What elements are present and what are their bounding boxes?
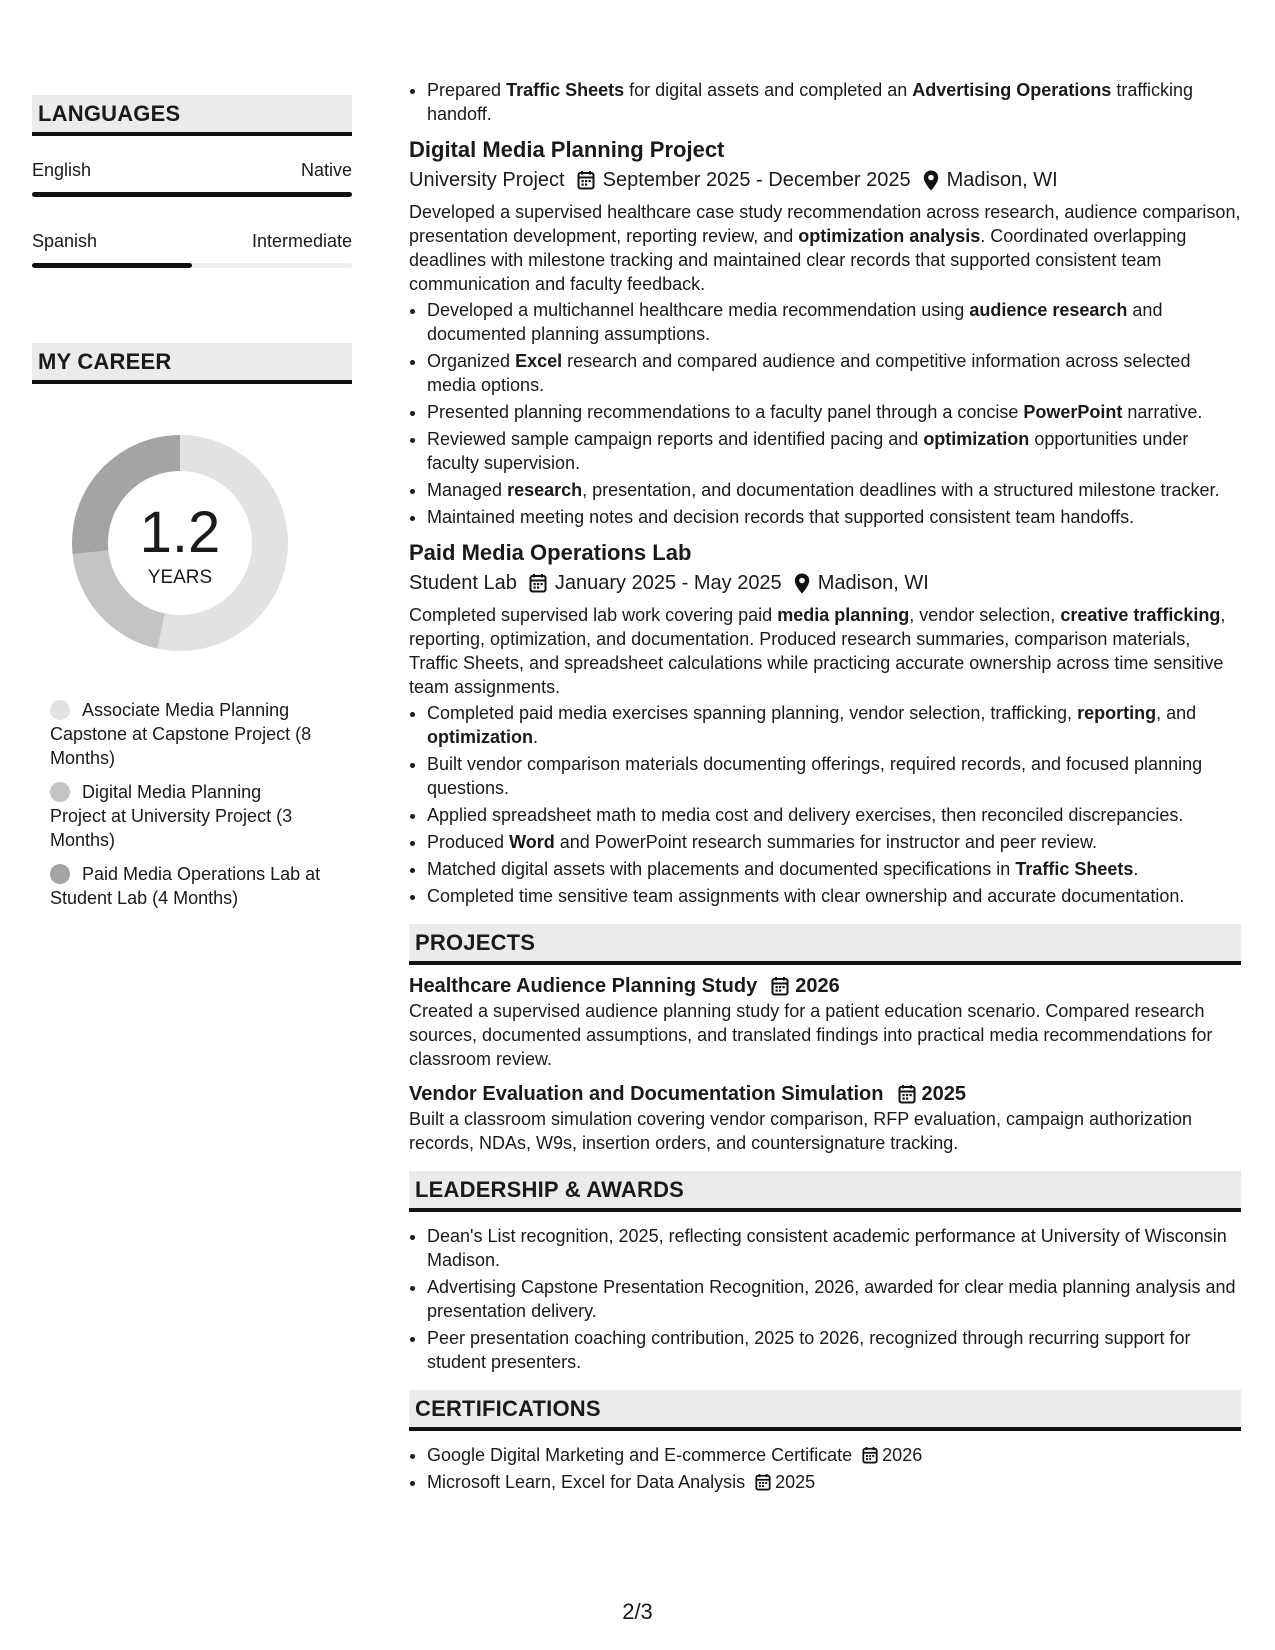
language-level: Native bbox=[300, 160, 352, 180]
experience-org: University Project bbox=[409, 169, 565, 191]
certifications-header: CERTIFICATIONS bbox=[409, 1390, 1241, 1431]
career-total: 1.2 bbox=[139, 500, 221, 565]
project-description: Built a classroom simulation covering vendor comparison, RFP evaluation, campaign authorization records, NDAs, W9s, insertion orders, and countersignature tracking. bbox=[409, 1109, 1193, 1153]
project-title-row bbox=[409, 973, 1241, 999]
legend-label: Associate Media Planning Capstone at Capstone Project (8 Months) bbox=[50, 700, 312, 768]
cert-item bbox=[427, 1470, 1241, 1494]
bullet-item: • Managed research, presentation, and documentation deadlines with a structured milestone tracker. bbox=[427, 478, 1241, 502]
experience-description: Completed supervised lab work covering paid media planning, vendor selection, creative trafficking, reporting, optimization, and documentation. Produced research summaries, comparison materials, Traffic Sheets, and spreadsheet calculations while practicing accurate ownership across time sensitive team assignments. bbox=[409, 605, 1226, 697]
location-pin-icon bbox=[923, 170, 939, 191]
bullet-item: • Matched digital assets with placements and documented specifications in Traffic Sheets. bbox=[427, 857, 1241, 881]
experience-location: Madison, WI bbox=[817, 572, 929, 594]
experience-org: Student Lab bbox=[409, 572, 517, 594]
career-legend-item bbox=[50, 862, 322, 910]
legend-label: Digital Media Planning Project at University Project (3 Months) bbox=[50, 782, 293, 850]
language-bar bbox=[32, 192, 352, 197]
cert-year: 2025 bbox=[775, 1472, 816, 1492]
certifications-list bbox=[409, 1443, 1241, 1494]
experience-bullets bbox=[409, 298, 1241, 529]
main-column bbox=[409, 78, 1241, 1497]
calendar-icon bbox=[898, 1084, 916, 1104]
project-title: Healthcare Audience Planning Study bbox=[409, 975, 758, 997]
experience-meta bbox=[409, 570, 1241, 596]
award-item: • Advertising Capstone Presentation Recognition, 2026, awarded for clear media planning analysis and presentation delivery. bbox=[427, 1275, 1241, 1323]
experience-dates: January 2025 - May 2025 bbox=[554, 572, 782, 594]
project-item bbox=[409, 1081, 1241, 1155]
calendar-icon bbox=[755, 1473, 771, 1491]
career-donut bbox=[65, 428, 295, 658]
bullet-item: • Organized Excel research and compared audience and competitive information across selected media options. bbox=[427, 349, 1241, 397]
language-english bbox=[32, 158, 352, 197]
career-unit: YEARS bbox=[147, 567, 213, 588]
language-bar-fill bbox=[32, 192, 352, 197]
cert-name: • Google Digital Marketing and E-commerce Certificate bbox=[427, 1445, 853, 1465]
experience-item bbox=[409, 136, 1241, 529]
location-pin-icon bbox=[794, 573, 810, 594]
career-legend bbox=[50, 698, 322, 910]
award-item: • Dean's List recognition, 2025, reflecting consistent academic performance at University of Wisconsin Madison. bbox=[427, 1224, 1241, 1272]
experience-location: Madison, WI bbox=[946, 169, 1058, 191]
bullet-item: • Completed time sensitive team assignments with clear ownership and accurate documentation. bbox=[427, 884, 1241, 908]
experience-item bbox=[409, 539, 1241, 908]
experience-description: Developed a supervised healthcare case study recommendation across research, audience comparison, presentation development, reporting review, and optimization analysis. Coordinated overlapping deadlines with milestone tracking and maintained clear records that supported consistent team communication and faculty feedback. bbox=[409, 202, 1241, 294]
award-item: • Peer presentation coaching contribution, 2025 to 2026, recognized through recurring support for student presenters. bbox=[427, 1326, 1241, 1374]
cert-item bbox=[427, 1443, 1241, 1467]
project-title: Vendor Evaluation and Documentation Simulation bbox=[409, 1083, 884, 1105]
experience-meta bbox=[409, 167, 1241, 193]
projects-header: PROJECTS bbox=[409, 924, 1241, 965]
legend-dot-icon bbox=[50, 864, 70, 884]
legend-label: Paid Media Operations Lab at Student Lab (4 Months) bbox=[50, 864, 321, 908]
calendar-icon bbox=[771, 976, 789, 996]
page-number: 2/3 bbox=[622, 1599, 653, 1624]
sidebar bbox=[32, 95, 352, 920]
career-legend-item bbox=[50, 780, 322, 852]
language-level: Intermediate bbox=[251, 231, 352, 251]
language-bar bbox=[32, 263, 352, 268]
career-legend-item bbox=[50, 698, 322, 770]
career-header: MY CAREER bbox=[32, 343, 352, 384]
bullet-item: • Applied spreadsheet math to media cost and delivery exercises, then reconciled discrepancies. bbox=[427, 803, 1241, 827]
language-name: English bbox=[32, 160, 92, 180]
experience-prev-bullets bbox=[409, 78, 1241, 126]
cert-name: • Microsoft Learn, Excel for Data Analysis bbox=[427, 1472, 746, 1492]
calendar-icon bbox=[577, 170, 595, 190]
experience-title: Digital Media Planning Project bbox=[409, 137, 725, 162]
calendar-icon bbox=[862, 1446, 878, 1464]
project-description: Created a supervised audience planning study for a patient education scenario. Compared research sources, documented assumptions, and translated findings into practical media recommendations for classroom review. bbox=[409, 1001, 1213, 1069]
calendar-icon bbox=[529, 573, 547, 593]
awards-list bbox=[409, 1224, 1241, 1374]
languages-header: LANGUAGES bbox=[32, 95, 352, 136]
bullet-item: • Maintained meeting notes and decision records that supported consistent team handoffs. bbox=[427, 505, 1241, 529]
cert-year: 2026 bbox=[882, 1445, 923, 1465]
bullet-item: • Built vendor comparison materials documenting offerings, required records, and focused planning questions. bbox=[427, 752, 1241, 800]
language-spanish bbox=[32, 229, 352, 268]
awards-header: LEADERSHIP & AWARDS bbox=[409, 1171, 1241, 1212]
legend-dot-icon bbox=[50, 700, 70, 720]
bullet-item: • Presented planning recommendations to a faculty panel through a concise PowerPoint narrative. bbox=[427, 400, 1241, 424]
bullet-item: • Completed paid media exercises spanning planning, vendor selection, trafficking, reporting, and optimization. bbox=[427, 701, 1241, 749]
experience-bullets bbox=[409, 701, 1241, 908]
bullet-item: • Produced Word and PowerPoint research summaries for instructor and peer review. bbox=[427, 830, 1241, 854]
language-bar-fill bbox=[32, 263, 192, 268]
language-name: Spanish bbox=[32, 231, 98, 251]
project-year: 2026 bbox=[795, 975, 840, 997]
bullet-item: • Prepared Traffic Sheets for digital assets and completed an Advertising Operations trafficking handoff. bbox=[427, 78, 1241, 126]
project-title-row bbox=[409, 1081, 1241, 1107]
project-item bbox=[409, 973, 1241, 1071]
bullet-item: • Reviewed sample campaign reports and identified pacing and optimization opportunities under faculty supervision. bbox=[427, 427, 1241, 475]
experience-dates: September 2025 - December 2025 bbox=[602, 169, 911, 191]
experience-title: Paid Media Operations Lab bbox=[409, 540, 692, 565]
bullet-item: • Developed a multichannel healthcare media recommendation using audience research and documented planning assumptions. bbox=[427, 298, 1241, 346]
project-year: 2025 bbox=[921, 1083, 966, 1105]
legend-dot-icon bbox=[50, 782, 70, 802]
